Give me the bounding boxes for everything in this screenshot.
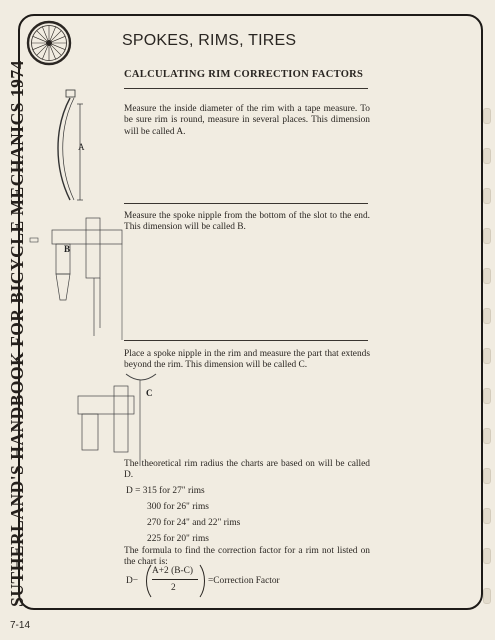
step-c-text: Place a spoke nipple in the rim and measure the part that extends beyond the rim. This dimension will be called C.	[124, 349, 370, 371]
formula-denominator: 2	[171, 583, 176, 593]
section-title: CALCULATING RIM CORRECTION FACTORS	[124, 69, 364, 80]
radius-value: 225 for 20" rims	[147, 534, 209, 544]
radius-value: D = 315 for 27" rims	[126, 486, 205, 496]
figure-label-a: A	[78, 142, 85, 152]
spine-title: SUTHERLAND'S HANDBOOK FOR BICYCLE MECHANICS 1974	[6, 59, 27, 607]
rim-nipple-illustration	[56, 366, 164, 466]
divider	[124, 203, 368, 204]
radius-intro: The theoretical rim radius the charts are based on will be called D.	[124, 459, 370, 481]
left-paren-icon	[144, 564, 152, 598]
figure-label-c: C	[146, 388, 153, 398]
figure-label-b: B	[64, 244, 71, 254]
divider	[124, 88, 368, 89]
fraction-bar	[152, 579, 198, 580]
right-paren-icon	[199, 564, 207, 598]
formula-intro: The formula to find the correction factor for a rim not listed on the chart is:	[124, 546, 370, 568]
chapter-title: SPOKES, RIMS, TIRES	[122, 32, 297, 49]
step-a-text: Measure the inside diameter of the rim with a tape measure. To be sure rim is round, measure in several places. This dimension will be called A.	[124, 104, 370, 137]
formula-lhs: D−	[126, 576, 139, 586]
rim-diameter-illustration	[52, 88, 102, 210]
caliper-nipple-illustration	[26, 208, 130, 340]
divider	[124, 340, 368, 341]
wheel-logo-icon	[26, 20, 72, 66]
radius-value: 270 for 24" and 22" rims	[147, 518, 241, 528]
step-b-text: Measure the spoke nipple from the bottom of the slot to the end. This dimension will be called B.	[124, 211, 370, 233]
formula-numerator: A+2 (B-C)	[152, 566, 193, 576]
radius-value: 300 for 26" rims	[147, 502, 209, 512]
page-number: 7-14	[10, 620, 31, 631]
binder-holes	[483, 0, 495, 640]
correction-factor-formula	[124, 564, 364, 598]
formula-rhs: =Correction Factor	[208, 576, 280, 586]
